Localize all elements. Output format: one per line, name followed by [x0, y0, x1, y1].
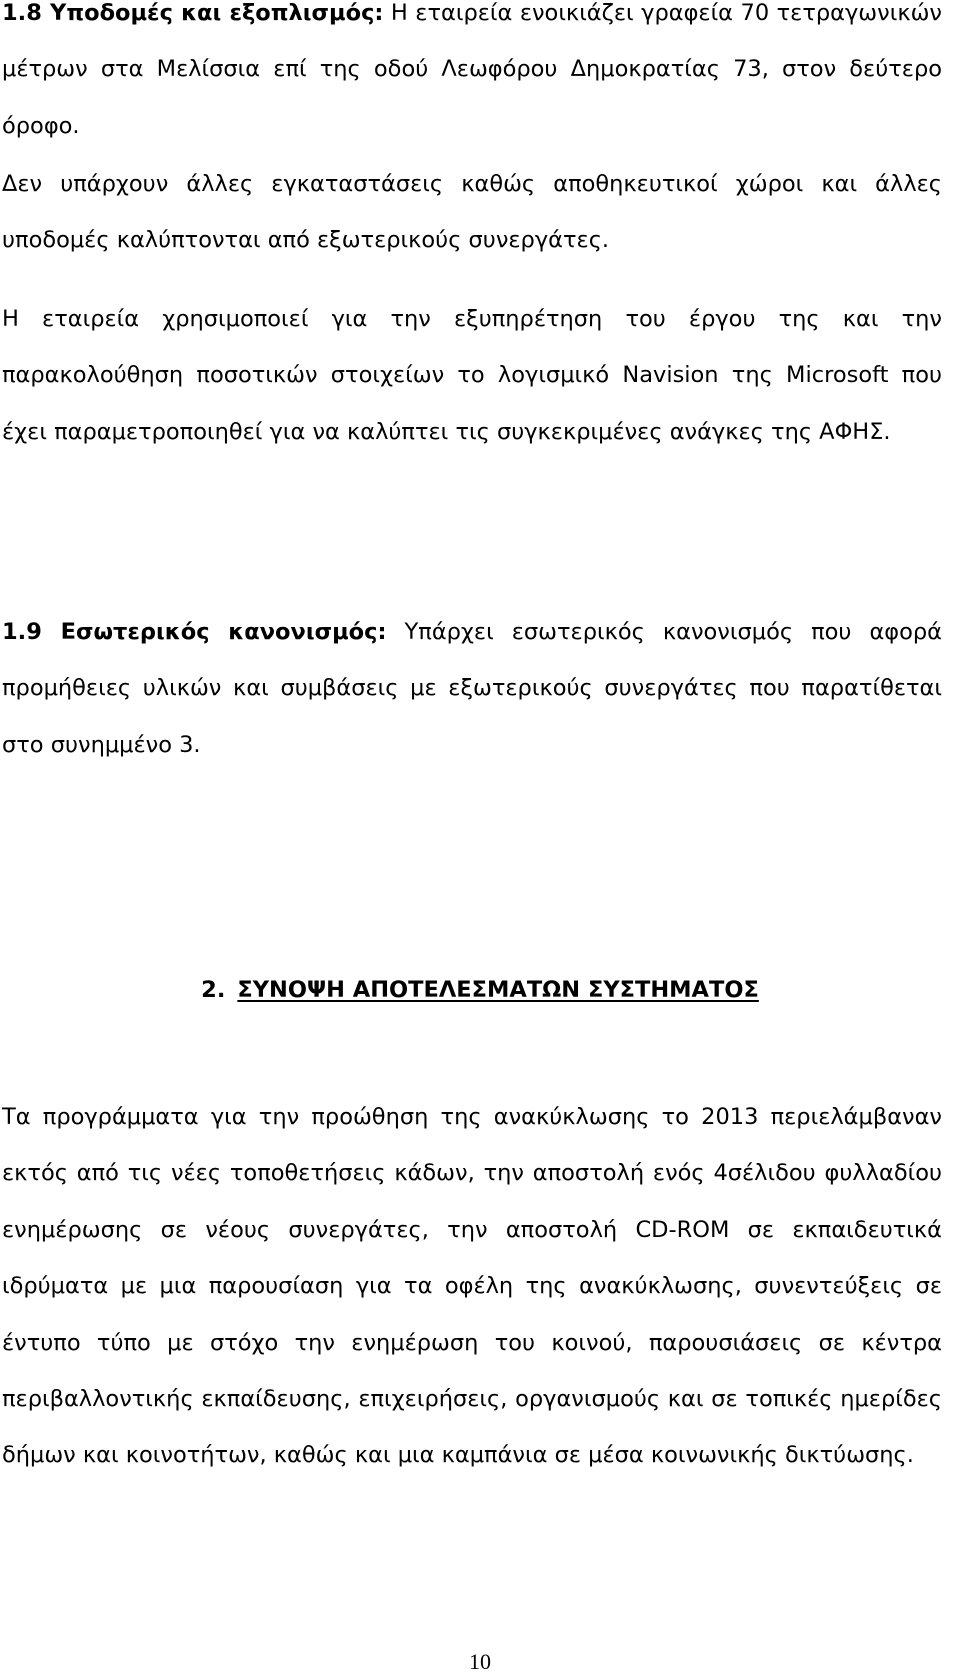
section-1-8-text: Η εταιρεία ενοικιάζει γραφεία 70 τετραγωνικών μέτρων στα Μελίσσια επί της οδού Λεωφόρου Δημοκρατίας 73, στον δεύτερο όροφο. — [2, 0, 942, 139]
section-2-title: ΣΥΝΟΨΗ ΑΠΟΤΕΛΕΣΜΑΤΩΝ ΣΥΣΤΗΜΑΤΟΣ — [237, 977, 759, 1003]
section-2-number: 2. — [201, 977, 226, 1003]
section-1-8-paragraph — [2, 0, 942, 154]
section-2-heading — [0, 975, 960, 1005]
section-1-9-paragraph — [2, 604, 942, 773]
no-storage-paragraph: Δεν υπάρχουν άλλες εγκαταστάσεις καθώς αποθηκευτικοί χώροι και άλλες υποδομές καλύπτονται από εξωτερικούς συνεργάτες. — [2, 171, 942, 254]
section-1-9-heading: 1.9 Εσωτερικός κανονισμός: — [2, 619, 387, 645]
page-number: 10 — [469, 1649, 491, 1674]
section-2-paragraph: Τα προγράμματα για την προώθηση της ανακύκλωσης το 2013 περιελάμβαναν εκτός από τις νέες τοποθετήσεις κάδων, την αποστολή ενός 4σέλιδου φυλλαδίου ενημέρωσης σε νέους συνεργάτες, την αποστολή CD-ROM σε εκπαιδευτικά ιδρύματα με μια παρουσίαση για τα οφέλη της ανακύκλωσης, συνεντεύξεις σε έντυπο τύπο με στόχο την ενημέρωση του κοινού, παρουσιάσεις σε κέντρα περιβαλλοντικής εκπαίδευσης, επιχειρήσεις, οργανισμούς και σε τοπικές ημερίδες δήμων και κοινοτήτων, καθώς και μια καμπάνια σε μέσα κοινωνικής δικτύωσης. — [2, 1104, 942, 1469]
software-paragraph: Η εταιρεία χρησιμοποιεί για την εξυπηρέτηση του έργου της και την παρακολούθηση ποσοτικών στοιχείων το λογισμικό Navision της Microsoft που έχει παραμετροποιηθεί για να καλύπτει τις συγκεκριμένες ανάγκες της ΑΦΗΣ. — [2, 306, 942, 445]
section-1-9-text: Υπάρχει εσωτερικός κανονισμός που αφορά προμήθειες υλικών και συμβάσεις με εξωτερικούς συνεργάτες που παρατίθεται στο συνημμένο 3. — [2, 619, 943, 758]
section-1-8-heading: 1.8 Υποδομές και εξοπλισμός: — [2, 0, 384, 26]
